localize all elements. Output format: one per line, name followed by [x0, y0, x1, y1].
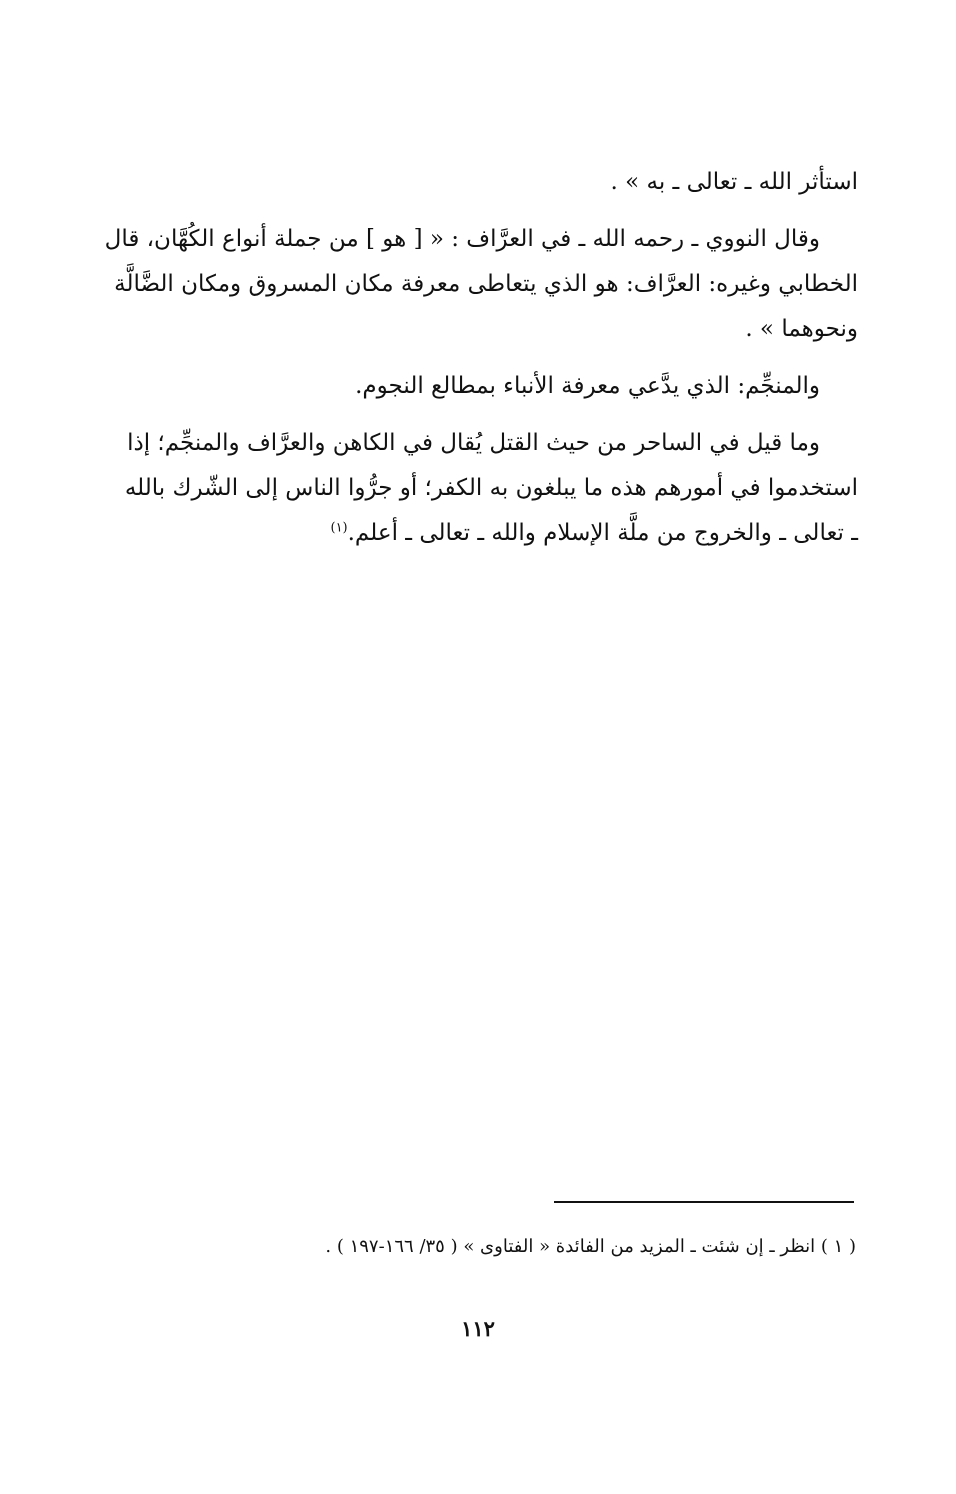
text-line: استخدموا في أمورهم هذه ما يبلغون به الكفر؛ أو جرُّوا الناس إلى الشّرك بالله — [124, 475, 858, 501]
text-line: والمنجِّم: الذي يدَّعي معرفة الأنباء بمطالع النجوم. — [355, 373, 820, 399]
paragraph-1 — [96, 160, 858, 205]
text-line: وما قيل في الساحر من حيث القتل يُقال في الكاهن والعرَّاف والمنجِّم؛ إذا — [127, 430, 820, 456]
paragraph-3 — [96, 364, 858, 409]
text-line: ونحوهما » . — [745, 316, 858, 342]
footnote-divider — [554, 1201, 854, 1203]
footnote-reference[interactable]: (١) — [330, 520, 348, 536]
text-line: الخطابي وغيره: العرَّاف: هو الذي يتعاطى معرفة مكان المسروق ومكان الضَّالَّة — [114, 271, 858, 297]
text-line: استأثر الله ـ تعالى ـ به » . — [610, 169, 858, 195]
text-line — [96, 511, 858, 556]
paragraph-4 — [96, 421, 858, 556]
text-line-content: ـ تعالى ـ والخروج من ملَّة الإسلام والله ـ تعالى ـ أعلم. — [347, 520, 858, 546]
text-line: وقال النووي ـ رحمه الله ـ في العرَّاف : « [ هو ] من جملة أنواع الكُهَّان، قال — [104, 226, 820, 252]
footnote: ( ١ ) انظر ـ إن شئت ـ المزيد من الفائدة « الفتاوى » ( ٣٥/ ١٦٦-١٩٧ ) . — [325, 1236, 856, 1257]
main-text — [96, 160, 858, 568]
page-number: ١١٢ — [461, 1316, 495, 1341]
paragraph-2 — [96, 217, 858, 352]
